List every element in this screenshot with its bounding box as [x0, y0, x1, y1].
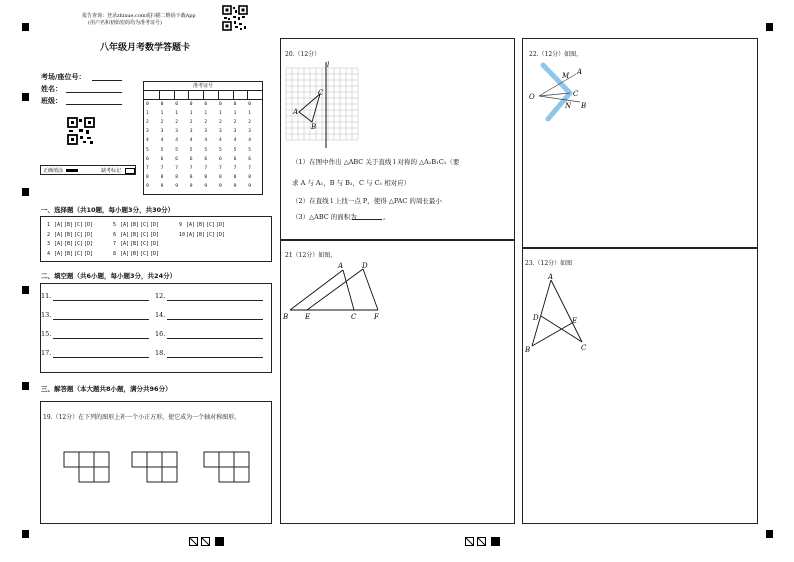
choice-option-bubble[interactable]: [C]	[74, 231, 84, 238]
exam-digit-bubble[interactable]: 6	[160, 156, 164, 162]
exam-digit-bubble[interactable]: 4	[146, 138, 149, 144]
exam-cell-divider	[188, 90, 189, 99]
exam-digit-bubble[interactable]: 6	[146, 156, 149, 162]
registration-mark	[766, 23, 773, 31]
choice-option-bubble[interactable]: [A]	[120, 231, 130, 238]
exam-digit-bubble[interactable]: 4	[233, 138, 237, 144]
fill-example-box	[40, 165, 136, 175]
choice-option-bubble[interactable]: [D]	[150, 241, 160, 247]
choice-option-bubble[interactable]: [B]	[196, 222, 206, 228]
exam-digit-bubble[interactable]: 2	[160, 120, 164, 126]
point-c: C	[573, 90, 579, 98]
exam-digit-bubble[interactable]: 0	[160, 102, 164, 107]
exam-digit-bubble[interactable]: 3	[204, 129, 208, 135]
exam-digit-bubble[interactable]: 2	[233, 120, 237, 126]
point-c: C	[581, 344, 587, 352]
room-seat-label: 考场/座位号：	[41, 73, 86, 81]
choice-question-number: 4	[47, 250, 51, 257]
choice-option-bubble[interactable]: [D]	[84, 241, 94, 247]
exam-digit-bubble[interactable]: 4	[204, 138, 208, 144]
choice-option-bubble[interactable]: [A]	[120, 222, 130, 228]
choice-option-bubble[interactable]: [B]	[130, 222, 140, 228]
exam-digit-bubble[interactable]: 8	[204, 174, 208, 180]
exam-digit-bubble[interactable]: 0	[189, 102, 193, 107]
exam-digit-bubble[interactable]: 2	[248, 120, 251, 126]
exam-digit-bubble[interactable]: 0	[146, 102, 149, 107]
point-a: A	[548, 273, 554, 281]
exam-digit-bubble[interactable]: 1	[146, 111, 149, 117]
q20-part3-end: 。	[383, 213, 390, 221]
exam-cell-divider	[218, 90, 219, 99]
choice-option-bubble[interactable]: [D]	[216, 231, 226, 238]
registration-mark	[22, 188, 29, 196]
registration-mark	[22, 23, 29, 31]
page-marker-group	[189, 531, 229, 550]
choice-question-number: 7	[113, 241, 117, 247]
exam-digit-bubble[interactable]: 1	[248, 111, 251, 117]
choice-option-bubble[interactable]: [B]	[130, 231, 140, 238]
q23-heading: 23.（12分）如图	[525, 260, 573, 267]
exam-digit-bubble[interactable]: 7	[160, 165, 164, 171]
exam-digit-bubble[interactable]: 0	[233, 102, 237, 107]
q19-text: 19.（12分）在下列的图形上补一个小正方形，使它成为一个轴对称图形。	[43, 414, 241, 421]
choice-option-bubble[interactable]: [A]	[186, 222, 196, 228]
exam-digit-bubble[interactable]: 9	[160, 183, 164, 189]
choice-option-bubble[interactable]: [B]	[64, 241, 74, 247]
blank-answer-line[interactable]	[167, 357, 263, 358]
choice-option-bubble[interactable]: [C]	[74, 250, 84, 257]
class-field[interactable]	[66, 104, 122, 105]
filled-bubble-icon	[66, 169, 78, 172]
section1-title: 一、选择题（共10题，每小题3分，共30分）	[41, 206, 175, 214]
blank-answer-line[interactable]	[167, 338, 263, 339]
choice-option-bubble[interactable]: [C]	[206, 231, 216, 238]
blank-number: 14.	[155, 311, 166, 319]
blank-number: 11.	[41, 292, 52, 300]
q20-heading: 20.（12分）	[285, 51, 321, 58]
q21-figure	[282, 258, 392, 324]
blank-answer-line[interactable]	[53, 300, 149, 301]
room-seat-field[interactable]	[92, 80, 122, 81]
exam-digit-bubble[interactable]: 8	[189, 174, 193, 180]
choice-option-bubble[interactable]: [A]	[186, 231, 196, 238]
exam-digit-bubble[interactable]: 9	[146, 183, 149, 189]
exam-digit-bubble[interactable]: 7	[248, 165, 251, 171]
q20-part1-cont: 求 A 与 A₁，B 与 B₁，C 与 C₁ 相对应）	[292, 179, 411, 187]
exam-digit-bubble[interactable]: 2	[189, 120, 193, 126]
choice-question-number: 9	[179, 222, 183, 228]
choice-option-bubble[interactable]: [A]	[54, 222, 64, 228]
point-a: A	[577, 68, 583, 76]
exam-digit-bubble[interactable]: 8	[219, 174, 222, 180]
choice-option-bubble[interactable]: [D]	[84, 231, 94, 238]
exam-digit-bubble[interactable]: 3	[146, 129, 149, 135]
header-note: 报告查询：登录zhixue.com或扫描二维码下载App	[82, 13, 196, 19]
exam-digit-bubble[interactable]: 4	[248, 138, 251, 144]
exam-cell-divider	[174, 90, 175, 99]
point-o: O	[529, 93, 535, 101]
exam-digit-bubble[interactable]: 7	[219, 165, 222, 171]
exam-digit-bubble[interactable]: 9	[204, 183, 208, 189]
point-d: D	[533, 314, 539, 322]
q22-heading: 22.（12分）如图，	[529, 51, 583, 58]
choice-question-number: 8	[113, 250, 117, 257]
name-label: 姓名：	[41, 85, 62, 93]
exam-digit-bubble[interactable]: 7	[146, 165, 149, 171]
point-b: B	[311, 123, 317, 131]
missing-mark-label: 缺考标记	[101, 168, 122, 174]
section2-title: 二、填空题（共6小题，每小题3分，共24分）	[41, 272, 177, 280]
exam-digit-bubble[interactable]: 0	[248, 102, 251, 107]
point-e: E	[305, 313, 311, 321]
exam-digit-bubble[interactable]: 4	[189, 138, 193, 144]
blank-number: 17.	[41, 349, 52, 357]
exam-digit-bubble[interactable]: 1	[189, 111, 193, 117]
missing-mark-bubble[interactable]	[125, 168, 135, 174]
choice-option-bubble[interactable]: [C]	[206, 222, 216, 228]
blank-number: 12.	[155, 292, 166, 300]
exam-digit-bubble[interactable]: 6	[248, 156, 251, 162]
exam-digit-bubble[interactable]: 9	[233, 183, 237, 189]
section3-title: 三、解答题（本大题共8小题，满分共96分）	[41, 385, 172, 393]
qr-code-icon	[222, 5, 248, 31]
exam-digit-bubble[interactable]: 8	[175, 174, 178, 180]
exam-digit-bubble[interactable]: 0	[219, 102, 222, 107]
choice-option-bubble[interactable]: [C]	[140, 231, 150, 238]
point-m: M	[562, 72, 570, 80]
exam-digit-bubble[interactable]: 6	[189, 156, 193, 162]
choice-option-bubble[interactable]: [A]	[120, 241, 130, 247]
choice-option-bubble[interactable]: [A]	[54, 250, 64, 257]
q23-figure	[522, 270, 602, 360]
blank-answer-line[interactable]	[53, 319, 149, 320]
q20-area-answer[interactable]	[352, 219, 382, 220]
registration-mark	[22, 286, 29, 294]
exam-digit-bubble[interactable]: 4	[175, 138, 178, 144]
exam-digit-bubble[interactable]: 1	[233, 111, 237, 117]
point-n: N	[565, 102, 572, 110]
point-b: B	[525, 346, 531, 354]
header-note: (用户名和初始密码均为准考证号)	[88, 20, 162, 26]
blank-answer-line[interactable]	[167, 300, 263, 301]
exam-digit-bubble[interactable]: 5	[204, 147, 208, 153]
exam-digit-bubble[interactable]: 8	[248, 174, 251, 180]
exam-digit-bubble[interactable]: 6	[233, 156, 237, 162]
exam-digit-bubble[interactable]: 2	[204, 120, 208, 126]
exam-digit-bubble[interactable]: 7	[175, 165, 178, 171]
exam-digit-bubble[interactable]: 5	[189, 147, 193, 153]
choice-question-number: 3	[47, 241, 51, 247]
exam-digit-bubble[interactable]: 8	[233, 174, 237, 180]
choice-question-number: 10	[179, 231, 186, 238]
exam-digit-bubble[interactable]: 9	[189, 183, 193, 189]
q19-figure-1	[64, 452, 109, 482]
exam-digit-bubble[interactable]: 5	[219, 147, 222, 153]
q19-figure-3	[204, 452, 249, 482]
barcode-qr-icon	[67, 117, 95, 145]
page-marker-group	[465, 531, 505, 550]
exam-cell-divider	[159, 90, 160, 99]
choice-option-bubble[interactable]: [C]	[74, 222, 84, 228]
exam-digit-bubble[interactable]: 6	[219, 156, 222, 162]
exam-digit-bubble[interactable]: 6	[204, 156, 208, 162]
exam-digit-bubble[interactable]: 0	[175, 102, 178, 107]
registration-mark	[22, 530, 29, 538]
choice-option-bubble[interactable]: [C]	[140, 250, 150, 257]
choice-option-bubble[interactable]: [D]	[84, 250, 94, 257]
blank-answer-line[interactable]	[53, 357, 149, 358]
exam-digit-bubble[interactable]: 2	[219, 120, 222, 126]
point-a: A	[338, 262, 344, 270]
q19-figure-2	[132, 452, 177, 482]
choice-question-number: 2	[47, 231, 51, 238]
point-b: B	[283, 313, 289, 321]
choice-option-bubble[interactable]: [B]	[64, 231, 74, 238]
exam-digit-bubble[interactable]: 3	[175, 129, 178, 135]
choice-option-bubble[interactable]: [D]	[150, 250, 160, 257]
choice-option-bubble[interactable]: [D]	[84, 222, 94, 228]
q22-figure	[526, 60, 596, 126]
exam-digit-bubble[interactable]: 4	[219, 138, 222, 144]
point-d: D	[362, 262, 368, 270]
q20-part3: （3）△ABC 的面积为	[292, 213, 357, 221]
exam-cell-divider	[233, 90, 234, 99]
exam-digit-bubble[interactable]: 7	[189, 165, 193, 171]
exam-digit-bubble[interactable]: 2	[146, 120, 149, 126]
exam-digit-bubble[interactable]: 9	[248, 183, 251, 189]
blank-number: 16.	[155, 330, 166, 338]
exam-digit-bubble[interactable]: 7	[204, 165, 208, 171]
exam-digit-bubble[interactable]: 8	[160, 174, 164, 180]
choice-option-bubble[interactable]: [C]	[140, 222, 150, 228]
choice-option-bubble[interactable]: [A]	[54, 241, 64, 247]
point-b: B	[581, 102, 587, 110]
exam-number-title: 准考证号	[144, 82, 262, 91]
exam-number-write-row[interactable]	[144, 90, 262, 100]
registration-mark	[766, 530, 773, 538]
exam-digit-bubble[interactable]: 5	[146, 147, 149, 153]
blank-number: 13.	[41, 311, 52, 319]
point-e: E	[572, 317, 578, 325]
exam-digit-bubble[interactable]: 5	[160, 147, 164, 153]
blank-answer-line[interactable]	[167, 319, 263, 320]
class-label: 班级：	[41, 97, 62, 105]
exam-digit-bubble[interactable]: 3	[189, 129, 193, 135]
exam-cell-divider	[203, 90, 204, 99]
choice-option-bubble[interactable]: [D]	[216, 222, 226, 228]
choice-option-bubble[interactable]: [A]	[54, 231, 64, 238]
choice-option-bubble[interactable]: [B]	[130, 241, 140, 247]
registration-mark	[22, 93, 29, 101]
q19-figures	[60, 449, 280, 489]
correct-fill-label: 正确填涂	[43, 168, 64, 174]
exam-digit-bubble[interactable]: 4	[160, 138, 164, 144]
page-title: 八年级月考数学答题卡	[100, 43, 191, 53]
exam-digit-bubble[interactable]: 3	[248, 129, 251, 135]
exam-digit-bubble[interactable]: 1	[175, 111, 178, 117]
exam-cell-divider	[247, 90, 248, 99]
exam-digit-bubble[interactable]: 5	[175, 147, 178, 153]
registration-mark	[22, 382, 29, 390]
exam-digit-bubble[interactable]: 5	[233, 147, 237, 153]
point-c: C	[351, 313, 357, 321]
q20-grid-figure	[284, 60, 364, 150]
exam-digit-bubble[interactable]: 9	[219, 183, 222, 189]
blank-number: 18.	[155, 349, 166, 357]
q20-part1: （1）在图中作出 △ABC 关于直线 l 对称的 △A₁B₁C₁（要	[292, 158, 460, 166]
choice-option-bubble[interactable]: [B]	[64, 222, 74, 228]
name-field[interactable]	[66, 92, 122, 93]
choice-option-bubble[interactable]: [D]	[150, 222, 160, 228]
q21-heading: 21（12分）如图，	[285, 252, 337, 259]
choice-question-number: 1	[47, 222, 51, 228]
point-f: F	[374, 313, 379, 321]
exam-digit-bubble[interactable]: 1	[219, 111, 222, 117]
q20-part2: （2）在直线 l 上找一点 P，使得 △PAC 的周长最小	[292, 197, 442, 205]
choice-option-bubble[interactable]: [B]	[130, 250, 140, 257]
choice-question-number: 5	[113, 222, 117, 228]
choice-option-bubble[interactable]: [B]	[64, 250, 74, 257]
exam-digit-bubble[interactable]: 2	[175, 120, 178, 126]
choice-option-bubble[interactable]: [C]	[74, 241, 84, 247]
choice-option-bubble[interactable]: [D]	[150, 231, 160, 238]
exam-digit-bubble[interactable]: 1	[204, 111, 208, 117]
blank-answer-line[interactable]	[53, 338, 149, 339]
point-c: C	[318, 89, 324, 97]
exam-digit-bubble[interactable]: 3	[233, 129, 237, 135]
choice-question-number: 6	[113, 231, 117, 238]
exam-digit-bubble[interactable]: 3	[160, 129, 164, 135]
axis-label: l	[327, 61, 330, 69]
choice-option-bubble[interactable]: [B]	[196, 231, 206, 238]
exam-digit-bubble[interactable]: 6	[175, 156, 178, 162]
exam-digit-bubble[interactable]: 9	[175, 183, 178, 189]
choice-option-bubble[interactable]: [C]	[140, 241, 150, 247]
exam-digit-bubble[interactable]: 7	[233, 165, 237, 171]
point-a: A	[293, 108, 299, 116]
exam-digit-bubble[interactable]: 1	[160, 111, 164, 117]
exam-digit-bubble[interactable]: 3	[219, 129, 222, 135]
exam-digit-bubble[interactable]: 8	[146, 174, 149, 180]
exam-digit-bubble[interactable]: 0	[204, 102, 208, 107]
exam-digit-bubble[interactable]: 5	[248, 147, 251, 153]
blank-number: 15.	[41, 330, 52, 338]
choice-option-bubble[interactable]: [A]	[120, 250, 130, 257]
